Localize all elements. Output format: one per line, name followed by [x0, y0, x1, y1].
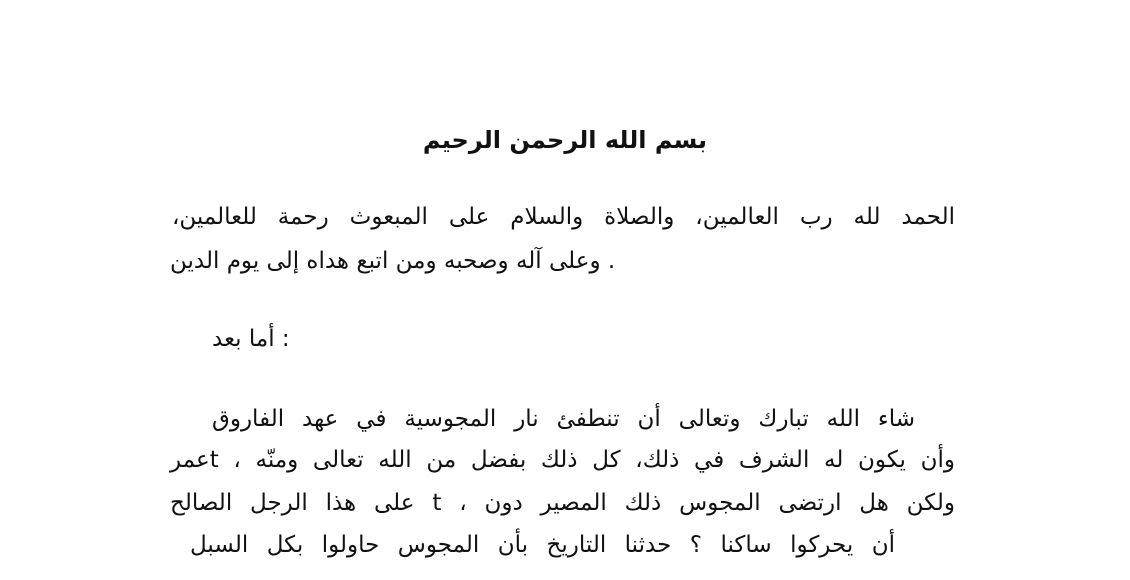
body-line-2: وأن يكون له الشرف في ذلك، كل ذلك بفضل من الله تعالى ومنّه ، tعمر: [170, 447, 955, 473]
body-line-1: شاء الله تبارك وتعالى أن تنطفئ نار المجوسية في عهد الفاروق: [212, 406, 915, 432]
document-title: بسم الله الرحمن الرحيم: [422, 126, 708, 154]
intro-line-1: الحمد لله رب العالمين، والصلاة والسلام على المبعوث رحمة للعالمين،: [172, 204, 955, 230]
body-line-4: أن يحركوا ساكنا ؟ حدثنا التاريخ بأن المجوس حاولوا بكل السبل: [190, 532, 895, 558]
intro-line-2: . وعلى آله وصحبه ومن اتبع هداه إلى يوم الدين: [170, 248, 616, 274]
body-line-3: ولكن هل ارتضى المجوس ذلك المصير دون ، t على هذا الرجل الصالح: [170, 490, 955, 516]
amma-baad: : أما بعد: [212, 326, 290, 352]
